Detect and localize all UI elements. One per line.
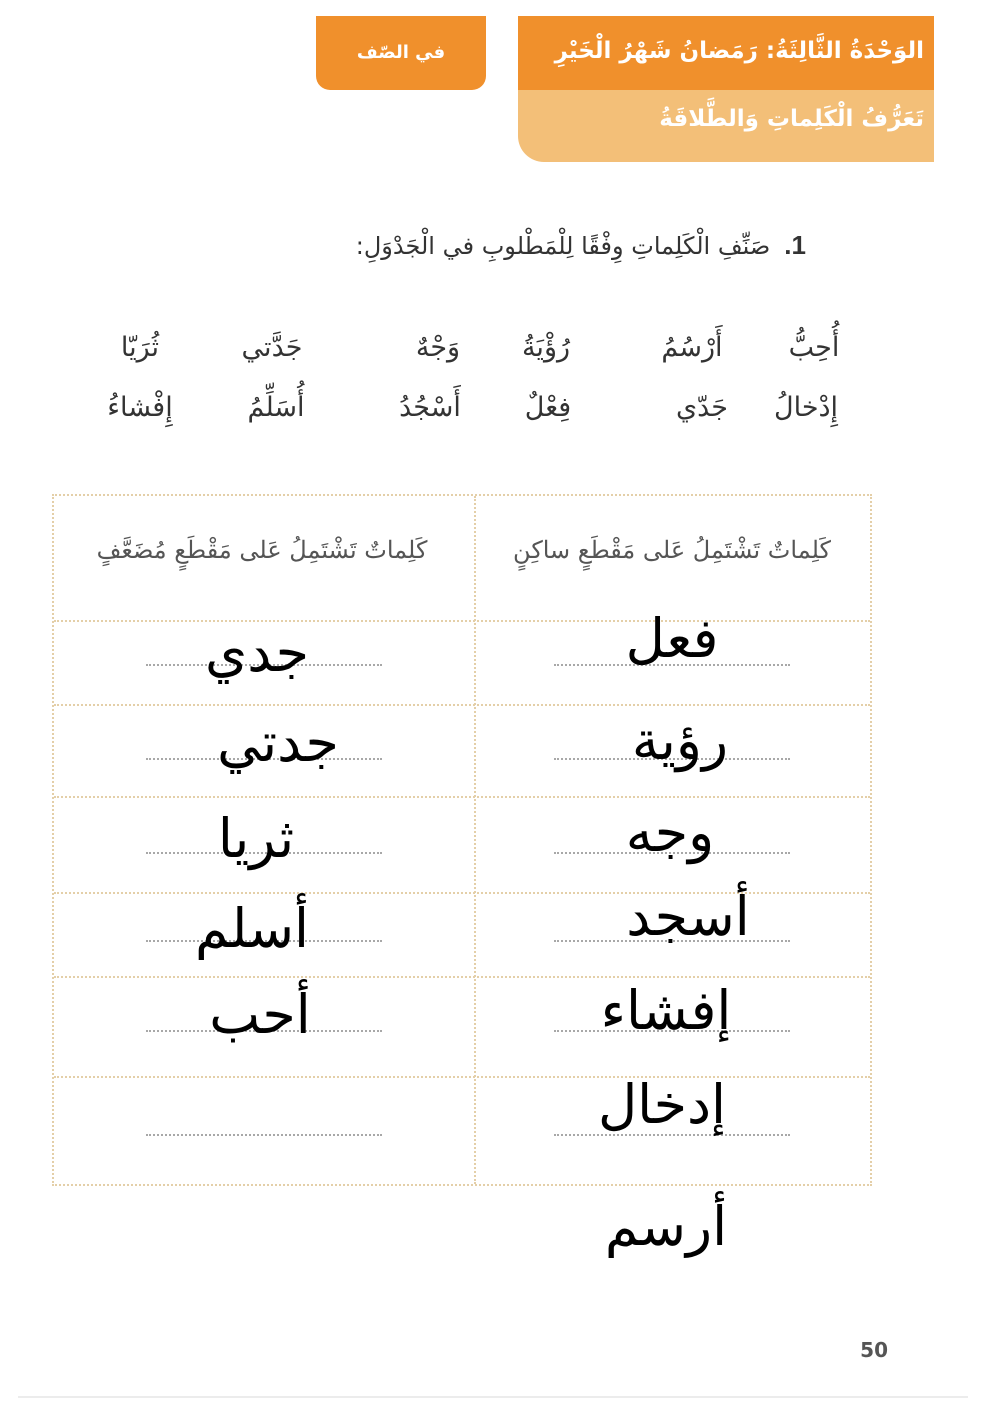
answer-sakin: إفشاء bbox=[600, 979, 732, 1042]
question-number: 1. bbox=[784, 230, 806, 260]
bank-word: فِعْلٌ bbox=[524, 392, 572, 423]
bank-word: إِدْخالُ bbox=[773, 392, 839, 423]
lesson-title: تَعَرُّفُ الْكَلِماتِ وَالطَّلاقَةُ bbox=[659, 106, 924, 132]
bank-word: ثُرَيّا bbox=[120, 332, 160, 363]
row-divider bbox=[54, 976, 870, 978]
answer-sakin: أرسم bbox=[604, 1195, 728, 1258]
unit-title: الوَحْدَةُ الثَّالِثَةُ: رَمَضانُ شَهْرُ الْخَيْرِ bbox=[554, 38, 924, 64]
header-sakin: كَلِماتٌ تَشْتَمِلُ عَلى مَقْطَعٍ ساكِنٍ bbox=[513, 536, 831, 564]
answer-mudaaf: أسلم bbox=[194, 897, 310, 960]
bank-word: رُؤْيَةُ bbox=[521, 332, 571, 363]
row-divider bbox=[54, 1076, 870, 1078]
grade-tab-label: في الصّف bbox=[356, 42, 446, 63]
bank-word: أَرْسُمُ bbox=[661, 332, 723, 363]
answer-mudaaf: جدتي bbox=[217, 711, 339, 774]
bank-word: أُحِبُّ bbox=[788, 332, 840, 363]
writing-line bbox=[146, 1134, 382, 1136]
answer-mudaaf: جدي bbox=[205, 621, 309, 684]
column-divider bbox=[474, 496, 476, 1184]
row-divider bbox=[54, 796, 870, 798]
question bbox=[356, 230, 806, 261]
bank-word: وَجْهٌ bbox=[415, 332, 461, 363]
question-text: صَنِّفِ الْكَلِماتِ وِفْقًا لِلْمَطْلوبِ في الْجَدْوَلِ: bbox=[355, 232, 771, 260]
answer-mudaaf: أحب bbox=[209, 983, 311, 1046]
answer-mudaaf: ثريا bbox=[217, 807, 295, 870]
bank-word: جَدّي bbox=[676, 392, 728, 423]
page-number: 50 bbox=[860, 1338, 888, 1362]
classification-table bbox=[52, 494, 872, 1186]
bank-word: أُسَلِّمُ bbox=[247, 392, 305, 423]
answer-sakin: وجه bbox=[625, 801, 715, 864]
bottom-rule bbox=[18, 1396, 968, 1398]
grade-tab bbox=[316, 16, 486, 90]
bank-word: جَدَّتي bbox=[241, 332, 303, 363]
answer-sakin: فعل bbox=[625, 607, 719, 670]
answer-sakin: أسجد bbox=[626, 885, 750, 948]
bank-word: أَسْجُدُ bbox=[399, 392, 461, 423]
row-divider bbox=[54, 620, 870, 622]
answer-sakin: إدخال bbox=[597, 1073, 727, 1136]
row-divider bbox=[54, 704, 870, 706]
bank-word: إِفْشاءُ bbox=[107, 392, 173, 423]
answer-sakin: رؤية bbox=[631, 709, 729, 772]
header-mudaaf: كَلِماتٌ تَشْتَمِلُ عَلى مَقْطَعٍ مُضَعَّفٍ bbox=[96, 536, 428, 564]
